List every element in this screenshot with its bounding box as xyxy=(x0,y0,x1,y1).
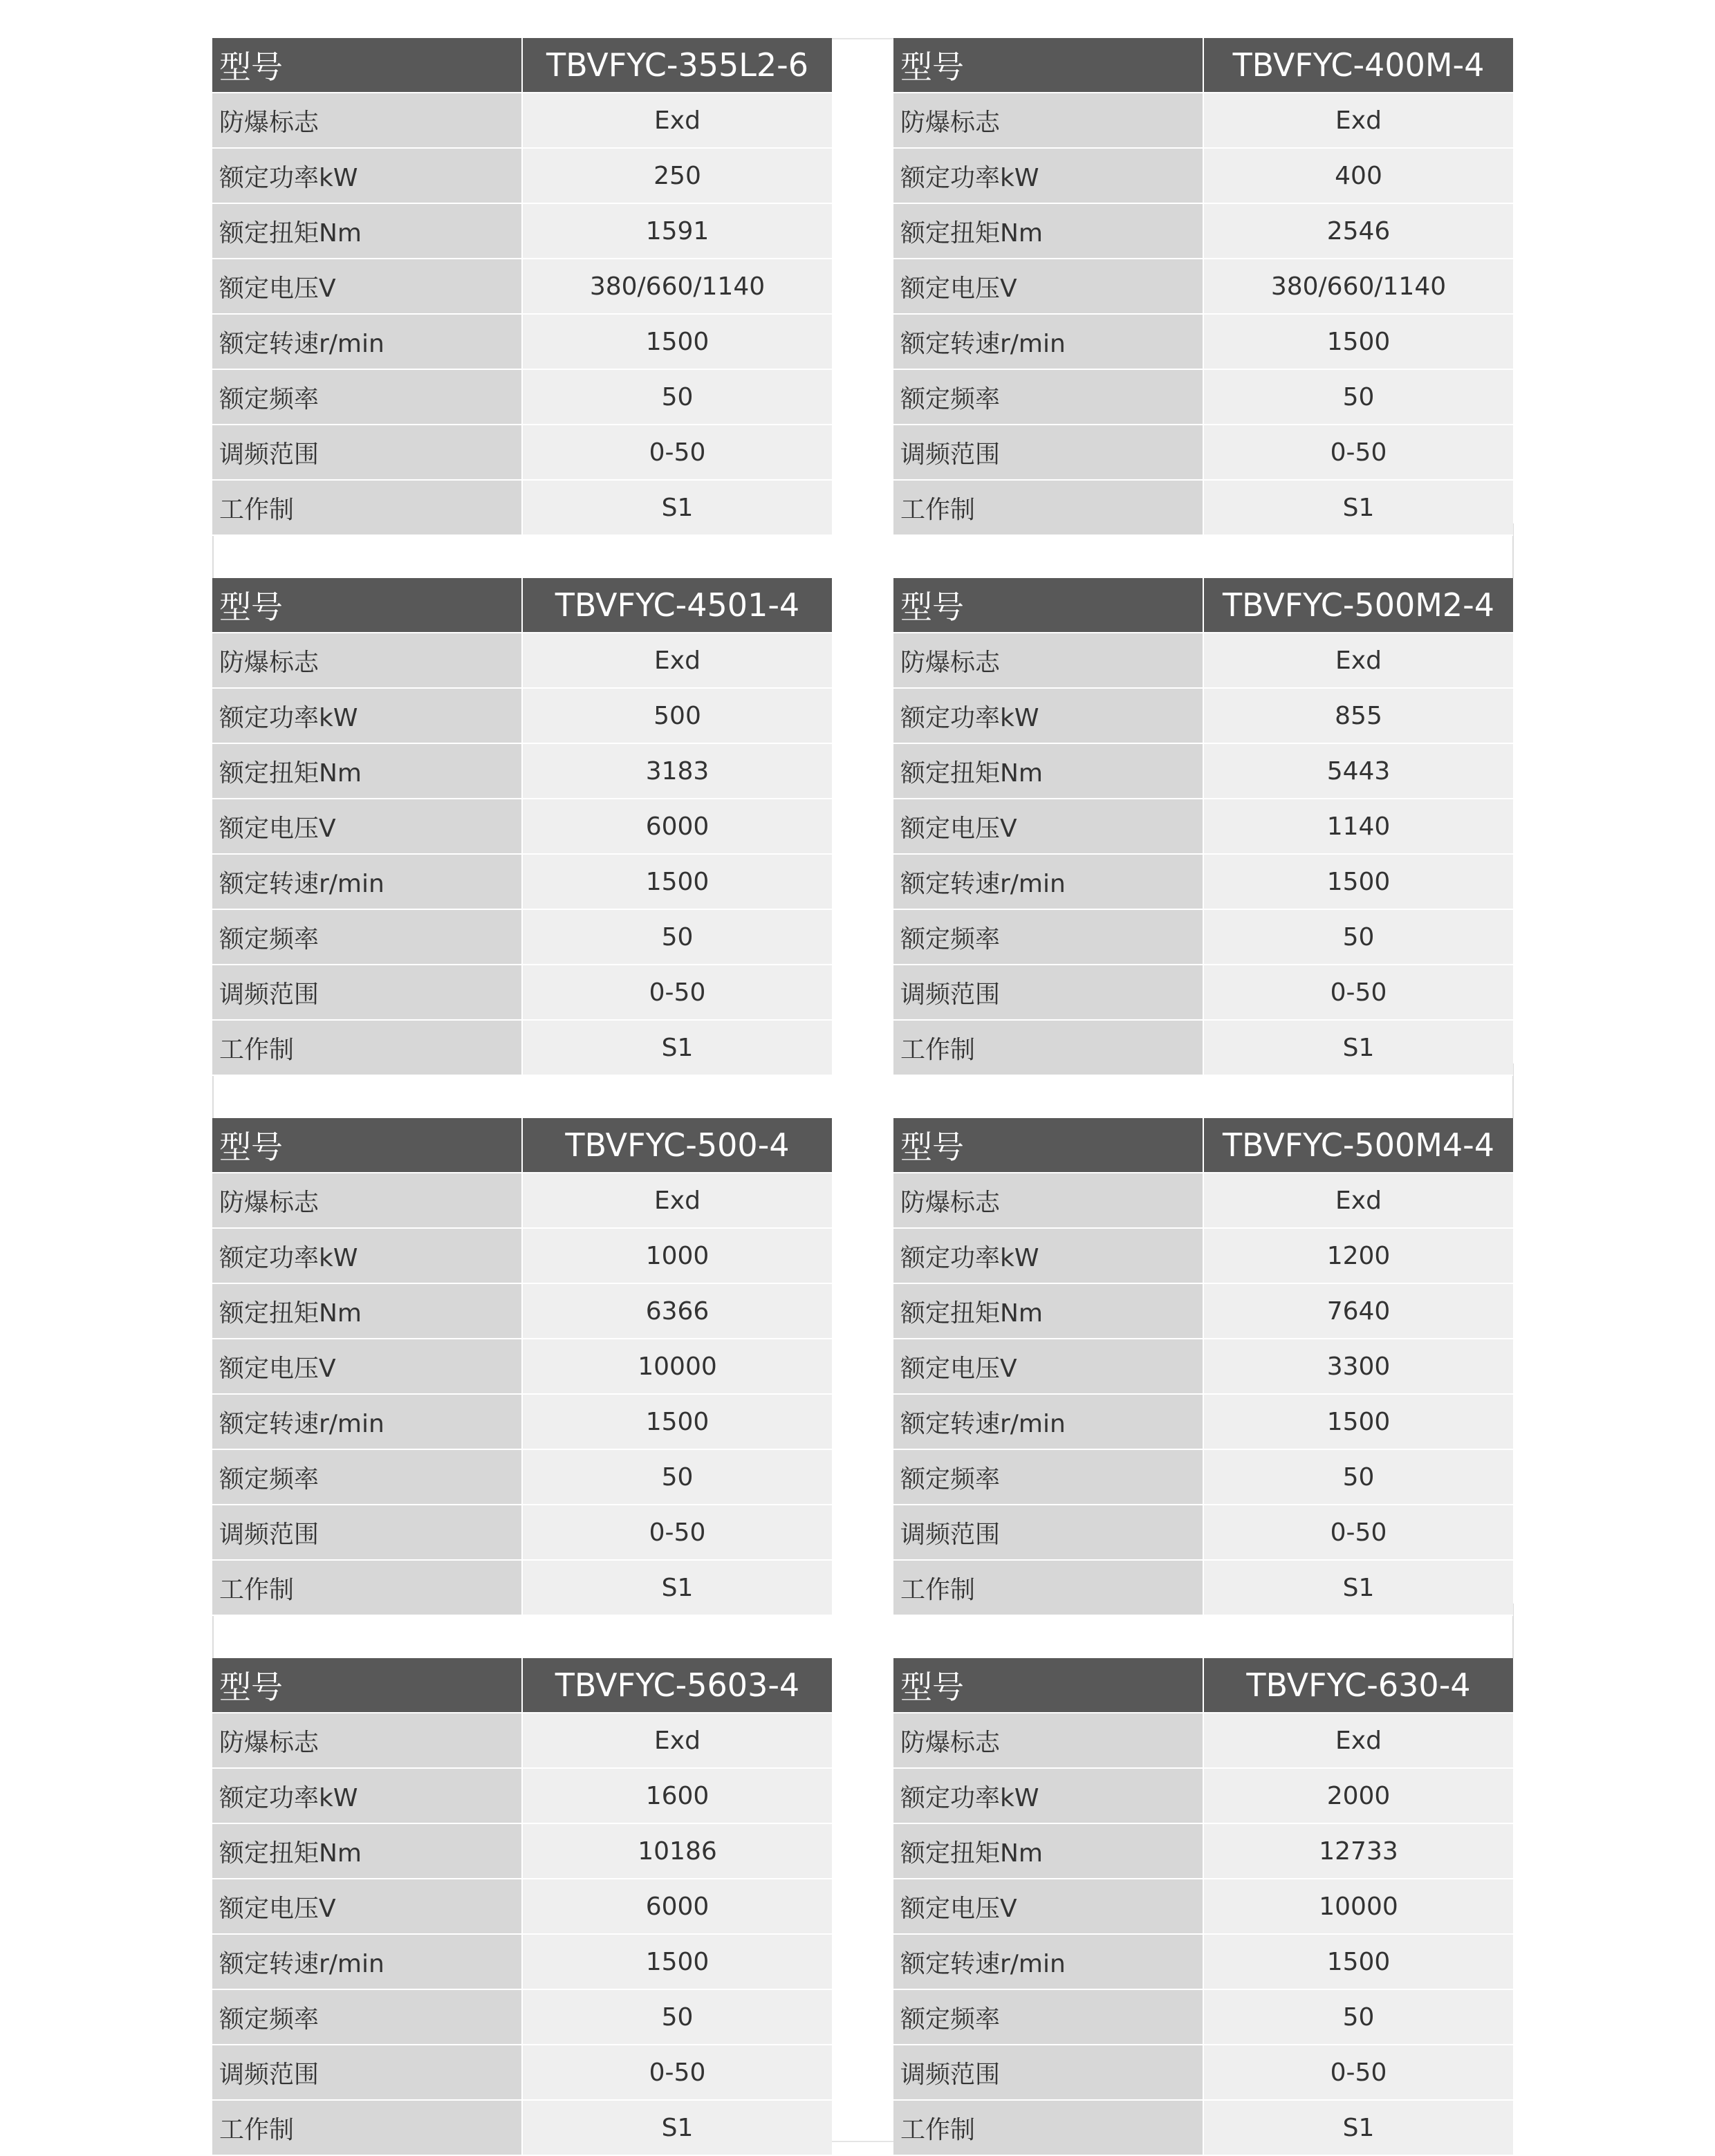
row-label: 调频范围 xyxy=(893,2045,1203,2100)
row-value: Exd xyxy=(1203,1173,1513,1228)
row-value: 0-50 xyxy=(1203,425,1513,480)
row-label: 额定转速r/min xyxy=(212,854,522,909)
row-label: 额定频率 xyxy=(212,369,522,425)
row-label: 额定电压V xyxy=(893,259,1203,314)
row-value: S1 xyxy=(1203,2100,1513,2155)
row-value: 10000 xyxy=(522,1339,832,1394)
row-label: 调频范围 xyxy=(893,965,1203,1020)
row-label: 额定功率kW xyxy=(212,148,522,203)
row-label: 额定扭矩Nm xyxy=(212,743,522,799)
row-label: 调频范围 xyxy=(212,1505,522,1560)
row-value: 400 xyxy=(1203,148,1513,203)
row-value: 3300 xyxy=(1203,1339,1513,1394)
row-value: 1500 xyxy=(522,854,832,909)
table-row xyxy=(212,1449,832,1505)
table-row xyxy=(212,1339,832,1394)
model-value: TBVFYC-4501-4 xyxy=(522,578,832,633)
table-row xyxy=(893,688,1513,743)
divider xyxy=(832,2141,893,2142)
row-value: 0-50 xyxy=(522,425,832,480)
spec-table xyxy=(212,578,832,1076)
row-value: Exd xyxy=(522,633,832,688)
row-label: 防爆标志 xyxy=(893,1713,1203,1768)
row-value: 3183 xyxy=(522,743,832,799)
table-row xyxy=(893,1934,1513,1989)
table-row xyxy=(212,1934,832,1989)
row-value: 1500 xyxy=(522,1934,832,1989)
row-label: 防爆标志 xyxy=(212,93,522,148)
row-value: Exd xyxy=(1203,1713,1513,1768)
row-label: 额定功率kW xyxy=(212,1768,522,1823)
table-row xyxy=(893,1713,1513,1768)
row-value: 0-50 xyxy=(1203,2045,1513,2100)
table-row xyxy=(893,93,1513,148)
row-value: 250 xyxy=(522,148,832,203)
row-value: 2000 xyxy=(1203,1768,1513,1823)
model-label: 型号 xyxy=(212,578,522,633)
table-row xyxy=(893,1339,1513,1394)
table-row xyxy=(893,1394,1513,1449)
table-row xyxy=(893,633,1513,688)
row-label: 额定频率 xyxy=(212,909,522,965)
table-row xyxy=(212,1989,832,2045)
row-label: 额定功率kW xyxy=(212,1228,522,1283)
row-value: 0-50 xyxy=(522,1505,832,1560)
row-value: 1140 xyxy=(1203,799,1513,854)
row-label: 额定电压V xyxy=(893,1339,1203,1394)
table-row xyxy=(212,2100,832,2155)
table-row xyxy=(893,1505,1513,1560)
model-value: TBVFYC-5603-4 xyxy=(522,1658,832,1713)
table-row xyxy=(212,425,832,480)
table-row xyxy=(893,1173,1513,1228)
row-value: 1500 xyxy=(522,314,832,369)
row-label: 额定转速r/min xyxy=(893,1394,1203,1449)
table-row xyxy=(893,2100,1513,2155)
model-label: 型号 xyxy=(893,1658,1203,1713)
row-value: 50 xyxy=(1203,369,1513,425)
table-row xyxy=(212,1020,832,1075)
table-row xyxy=(212,1173,832,1228)
row-value: Exd xyxy=(522,93,832,148)
row-value: Exd xyxy=(1203,93,1513,148)
table-row xyxy=(212,743,832,799)
table-row xyxy=(212,259,832,314)
row-value: 10000 xyxy=(1203,1879,1513,1934)
spec-table xyxy=(212,1118,832,1616)
row-label: 额定扭矩Nm xyxy=(893,1823,1203,1879)
spec-table xyxy=(893,578,1513,1076)
model-value: TBVFYC-500M2-4 xyxy=(1203,578,1513,633)
table-header-row xyxy=(893,38,1513,93)
divider xyxy=(832,38,893,39)
row-label: 工作制 xyxy=(893,2100,1203,2155)
row-value: 855 xyxy=(1203,688,1513,743)
model-label: 型号 xyxy=(212,1658,522,1713)
table-row xyxy=(893,259,1513,314)
table-row xyxy=(893,1879,1513,1934)
row-label: 额定电压V xyxy=(212,259,522,314)
table-row xyxy=(893,480,1513,535)
table-header-row xyxy=(212,1118,832,1173)
table-row xyxy=(893,425,1513,480)
table-row xyxy=(893,743,1513,799)
table-row xyxy=(893,909,1513,965)
row-label: 额定频率 xyxy=(893,1989,1203,2045)
table-row xyxy=(212,854,832,909)
row-label: 额定转速r/min xyxy=(212,314,522,369)
row-value: 1500 xyxy=(1203,314,1513,369)
row-label: 额定功率kW xyxy=(893,688,1203,743)
model-label: 型号 xyxy=(893,1118,1203,1173)
row-label: 工作制 xyxy=(212,1020,522,1075)
spec-table xyxy=(212,1658,832,2156)
table-row xyxy=(212,1560,832,1615)
row-value: S1 xyxy=(522,480,832,535)
row-value: S1 xyxy=(522,1020,832,1075)
spec-table xyxy=(893,1658,1513,2156)
table-row xyxy=(212,1394,832,1449)
table-row xyxy=(212,148,832,203)
row-value: Exd xyxy=(522,1173,832,1228)
table-row xyxy=(893,369,1513,425)
model-label: 型号 xyxy=(893,38,1203,93)
table-row xyxy=(212,1768,832,1823)
table-row xyxy=(893,203,1513,259)
table-row xyxy=(893,2045,1513,2100)
row-label: 额定扭矩Nm xyxy=(893,203,1203,259)
table-row xyxy=(212,480,832,535)
row-value: 50 xyxy=(522,909,832,965)
row-label: 工作制 xyxy=(893,480,1203,535)
row-label: 额定功率kW xyxy=(893,1228,1203,1283)
table-row xyxy=(212,93,832,148)
row-label: 额定频率 xyxy=(893,1449,1203,1505)
row-value: 50 xyxy=(1203,1449,1513,1505)
row-label: 防爆标志 xyxy=(893,93,1203,148)
row-label: 额定扭矩Nm xyxy=(893,1283,1203,1339)
row-label: 调频范围 xyxy=(893,1505,1203,1560)
table-header-row xyxy=(893,1658,1513,1713)
row-label: 额定转速r/min xyxy=(212,1934,522,1989)
row-label: 额定功率kW xyxy=(893,1768,1203,1823)
row-value: 0-50 xyxy=(1203,965,1513,1020)
table-header-row xyxy=(212,38,832,93)
row-value: S1 xyxy=(522,1560,832,1615)
table-row xyxy=(893,1228,1513,1283)
row-label: 额定转速r/min xyxy=(893,314,1203,369)
row-value: 12733 xyxy=(1203,1823,1513,1879)
row-label: 防爆标志 xyxy=(893,633,1203,688)
row-label: 额定频率 xyxy=(212,1449,522,1505)
table-row xyxy=(212,1823,832,1879)
row-label: 防爆标志 xyxy=(212,1713,522,1768)
row-value: 500 xyxy=(522,688,832,743)
row-value: 50 xyxy=(522,1449,832,1505)
table-row xyxy=(893,965,1513,1020)
table-header-row xyxy=(893,1118,1513,1173)
row-value: 6366 xyxy=(522,1283,832,1339)
model-value: TBVFYC-400M-4 xyxy=(1203,38,1513,93)
table-row xyxy=(893,148,1513,203)
row-value: 380/660/1140 xyxy=(1203,259,1513,314)
model-value: TBVFYC-500M4-4 xyxy=(1203,1118,1513,1173)
model-value: TBVFYC-630-4 xyxy=(1203,1658,1513,1713)
table-row xyxy=(893,314,1513,369)
row-value: 50 xyxy=(522,369,832,425)
model-label: 型号 xyxy=(212,1118,522,1173)
table-row xyxy=(893,1020,1513,1075)
row-label: 额定电压V xyxy=(893,799,1203,854)
row-label: 工作制 xyxy=(893,1020,1203,1075)
row-label: 额定功率kW xyxy=(212,688,522,743)
row-value: 2546 xyxy=(1203,203,1513,259)
row-label: 额定扭矩Nm xyxy=(212,1823,522,1879)
table-row xyxy=(893,1989,1513,2045)
model-value: TBVFYC-355L2-6 xyxy=(522,38,832,93)
row-label: 调频范围 xyxy=(212,425,522,480)
row-label: 工作制 xyxy=(212,2100,522,2155)
row-value: 1000 xyxy=(522,1228,832,1283)
row-label: 额定扭矩Nm xyxy=(212,203,522,259)
row-value: 50 xyxy=(522,1989,832,2045)
row-label: 额定扭矩Nm xyxy=(212,1283,522,1339)
model-value: TBVFYC-500-4 xyxy=(522,1118,832,1173)
row-value: 1500 xyxy=(522,1394,832,1449)
spec-table xyxy=(212,38,832,536)
row-value: 1500 xyxy=(1203,1934,1513,1989)
table-row xyxy=(893,1283,1513,1339)
row-value: 0-50 xyxy=(522,965,832,1020)
table-row xyxy=(212,965,832,1020)
row-label: 工作制 xyxy=(212,480,522,535)
row-value: 50 xyxy=(1203,1989,1513,2045)
row-label: 额定频率 xyxy=(212,1989,522,2045)
row-value: 1500 xyxy=(1203,854,1513,909)
table-header-row xyxy=(212,1658,832,1713)
table-header-row xyxy=(212,578,832,633)
row-label: 额定频率 xyxy=(893,909,1203,965)
table-row xyxy=(893,1560,1513,1615)
table-row xyxy=(893,854,1513,909)
model-label: 型号 xyxy=(212,38,522,93)
row-value: 0-50 xyxy=(522,2045,832,2100)
table-row xyxy=(893,1823,1513,1879)
table-row xyxy=(893,1449,1513,1505)
row-value: 10186 xyxy=(522,1823,832,1879)
row-label: 额定功率kW xyxy=(893,148,1203,203)
table-row xyxy=(212,1879,832,1934)
table-row xyxy=(212,314,832,369)
row-label: 额定转速r/min xyxy=(893,854,1203,909)
table-row xyxy=(212,909,832,965)
table-row xyxy=(212,688,832,743)
row-label: 防爆标志 xyxy=(212,633,522,688)
table-row xyxy=(212,1505,832,1560)
row-label: 额定电压V xyxy=(893,1879,1203,1934)
row-value: S1 xyxy=(522,2100,832,2155)
row-value: S1 xyxy=(1203,1020,1513,1075)
row-value: 380/660/1140 xyxy=(522,259,832,314)
row-label: 额定电压V xyxy=(212,799,522,854)
row-label: 额定电压V xyxy=(212,1339,522,1394)
row-label: 额定电压V xyxy=(212,1879,522,1934)
row-label: 工作制 xyxy=(212,1560,522,1615)
row-label: 调频范围 xyxy=(893,425,1203,480)
row-value: 50 xyxy=(1203,909,1513,965)
row-value: S1 xyxy=(1203,1560,1513,1615)
row-label: 调频范围 xyxy=(212,965,522,1020)
row-value: Exd xyxy=(1203,633,1513,688)
row-value: 6000 xyxy=(522,1879,832,1934)
table-header-row xyxy=(893,578,1513,633)
table-row xyxy=(212,633,832,688)
row-value: 6000 xyxy=(522,799,832,854)
row-value: 1600 xyxy=(522,1768,832,1823)
table-row xyxy=(212,2045,832,2100)
row-label: 防爆标志 xyxy=(893,1173,1203,1228)
row-label: 调频范围 xyxy=(212,2045,522,2100)
table-row xyxy=(212,1713,832,1768)
row-label: 额定频率 xyxy=(893,369,1203,425)
row-value: 0-50 xyxy=(1203,1505,1513,1560)
table-row xyxy=(212,203,832,259)
table-row xyxy=(212,799,832,854)
row-value: S1 xyxy=(1203,480,1513,535)
spec-table xyxy=(893,38,1513,536)
table-row xyxy=(893,1768,1513,1823)
table-row xyxy=(212,1283,832,1339)
table-row xyxy=(212,1228,832,1283)
row-value: 1200 xyxy=(1203,1228,1513,1283)
model-label: 型号 xyxy=(893,578,1203,633)
row-label: 额定转速r/min xyxy=(893,1934,1203,1989)
row-value: 5443 xyxy=(1203,743,1513,799)
row-label: 工作制 xyxy=(893,1560,1203,1615)
table-row xyxy=(893,799,1513,854)
row-label: 防爆标志 xyxy=(212,1173,522,1228)
spec-table xyxy=(893,1118,1513,1616)
row-label: 额定转速r/min xyxy=(212,1394,522,1449)
row-value: 1591 xyxy=(522,203,832,259)
row-label: 额定扭矩Nm xyxy=(893,743,1203,799)
row-value: 1500 xyxy=(1203,1394,1513,1449)
row-value: 7640 xyxy=(1203,1283,1513,1339)
table-row xyxy=(212,369,832,425)
row-value: Exd xyxy=(522,1713,832,1768)
